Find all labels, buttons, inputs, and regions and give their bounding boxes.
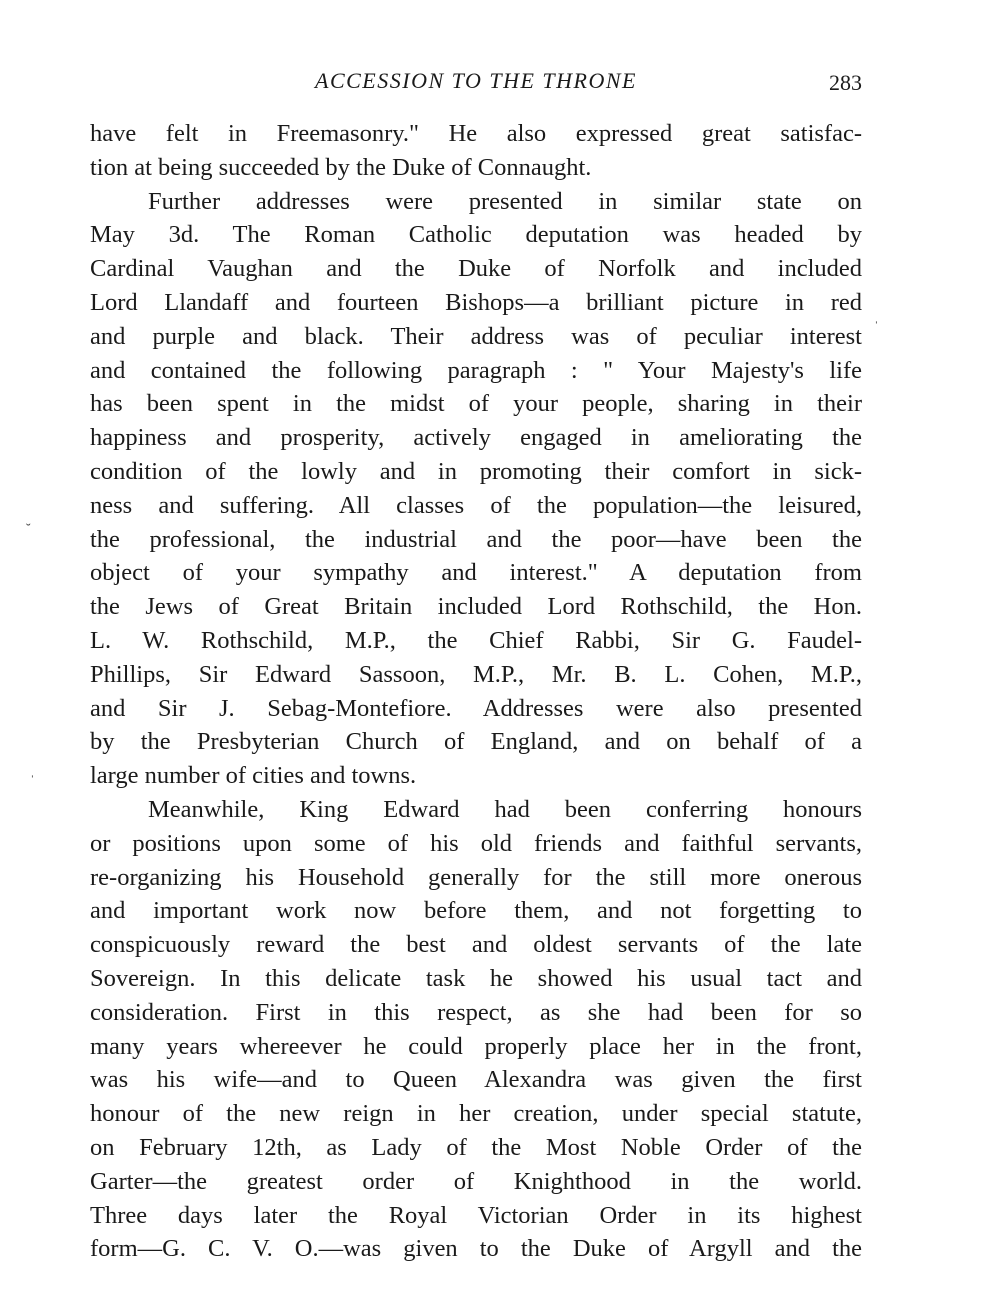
text-line: ness and suffering. All classes of the population—the leisured, [90, 491, 862, 519]
text-line: was his wife—and to Queen Alexandra was given the first [90, 1066, 862, 1094]
running-head [90, 66, 862, 96]
text-line: or positions upon some of his old friends and faithful servants, [90, 829, 862, 857]
text-line: re-organizing his Household generally for the still more onerous [90, 863, 862, 891]
text-line: by the Presbyterian Church of England, and on behalf of a [90, 728, 862, 756]
text-line: the Jews of Great Britain included Lord Rothschild, the Hon. [90, 593, 862, 621]
text-line: consideration. First in this respect, as she had been for so [90, 998, 862, 1026]
paragraph-start-line: Further addresses were presented in similar state on [148, 187, 862, 215]
running-title: ACCESSION TO THE THRONE [315, 68, 637, 93]
text-line: Garter—the greatest order of Knighthood in the world. [90, 1167, 862, 1195]
text-line: object of your sympathy and interest." A deputation from [90, 559, 862, 587]
text-line: conspicuously reward the best and oldest servants of the late [90, 931, 862, 959]
page-number: 283 [829, 70, 862, 95]
text-line: Three days later the Royal Victorian Order in its highest [90, 1201, 862, 1229]
text-line: condition of the lowly and in promoting their comfort in sick- [90, 457, 862, 485]
text-line: and important work now before them, and not forgetting to [90, 897, 862, 925]
text-line: honour of the new reign in her creation, under special statute, [90, 1100, 862, 1128]
text-line: the professional, the industrial and the poor—have been the [90, 525, 862, 553]
text-line: tion at being succeeded by the Duke of Connaught. [90, 153, 592, 181]
scan-speck: ˘ [26, 522, 31, 537]
text-line: has been spent in the midst of your people, sharing in their [90, 390, 862, 418]
text-line: large number of cities and towns. [90, 762, 417, 790]
text-line: May 3d. The Roman Catholic deputation was headed by [90, 221, 862, 249]
text-line: on February 12th, as Lady of the Most Noble Order of the [90, 1133, 862, 1161]
text-line: happiness and prosperity, actively engaged in ameliorating the [90, 424, 862, 452]
text-line: Phillips, Sir Edward Sassoon, M.P., Mr. B. L. Cohen, M.P., [90, 660, 862, 688]
text-line: have felt in Freemasonry." He also expressed great satisfac- [90, 120, 862, 147]
text-line: Lord Llandaff and fourteen Bishops—a brilliant picture in red [90, 288, 862, 316]
text-line: form—G. C. V. O.—was given to the Duke of Argyll and the [90, 1235, 862, 1263]
text-line: Cardinal Vaughan and the Duke of Norfolk and included [90, 255, 862, 283]
text-line: many years whereever he could properly place her in the front, [90, 1032, 862, 1060]
scan-speck: ˈ [30, 774, 35, 789]
text-line: and Sir J. Sebag-Montefiore. Addresses were also presented [90, 694, 862, 722]
scan-speck: ˈ [874, 320, 879, 335]
text-line: Sovereign. In this delicate task he showed his usual tact and [90, 964, 862, 992]
paragraph-start-line: Meanwhile, King Edward had been conferring honours [148, 795, 862, 823]
text-line: and purple and black. Their address was of peculiar interest [90, 322, 862, 350]
text-line: and contained the following paragraph : " Your Majesty's life [90, 356, 862, 384]
text-line: L. W. Rothschild, M.P., the Chief Rabbi, Sir G. Faudel- [90, 626, 862, 654]
body-text [90, 117, 862, 1266]
